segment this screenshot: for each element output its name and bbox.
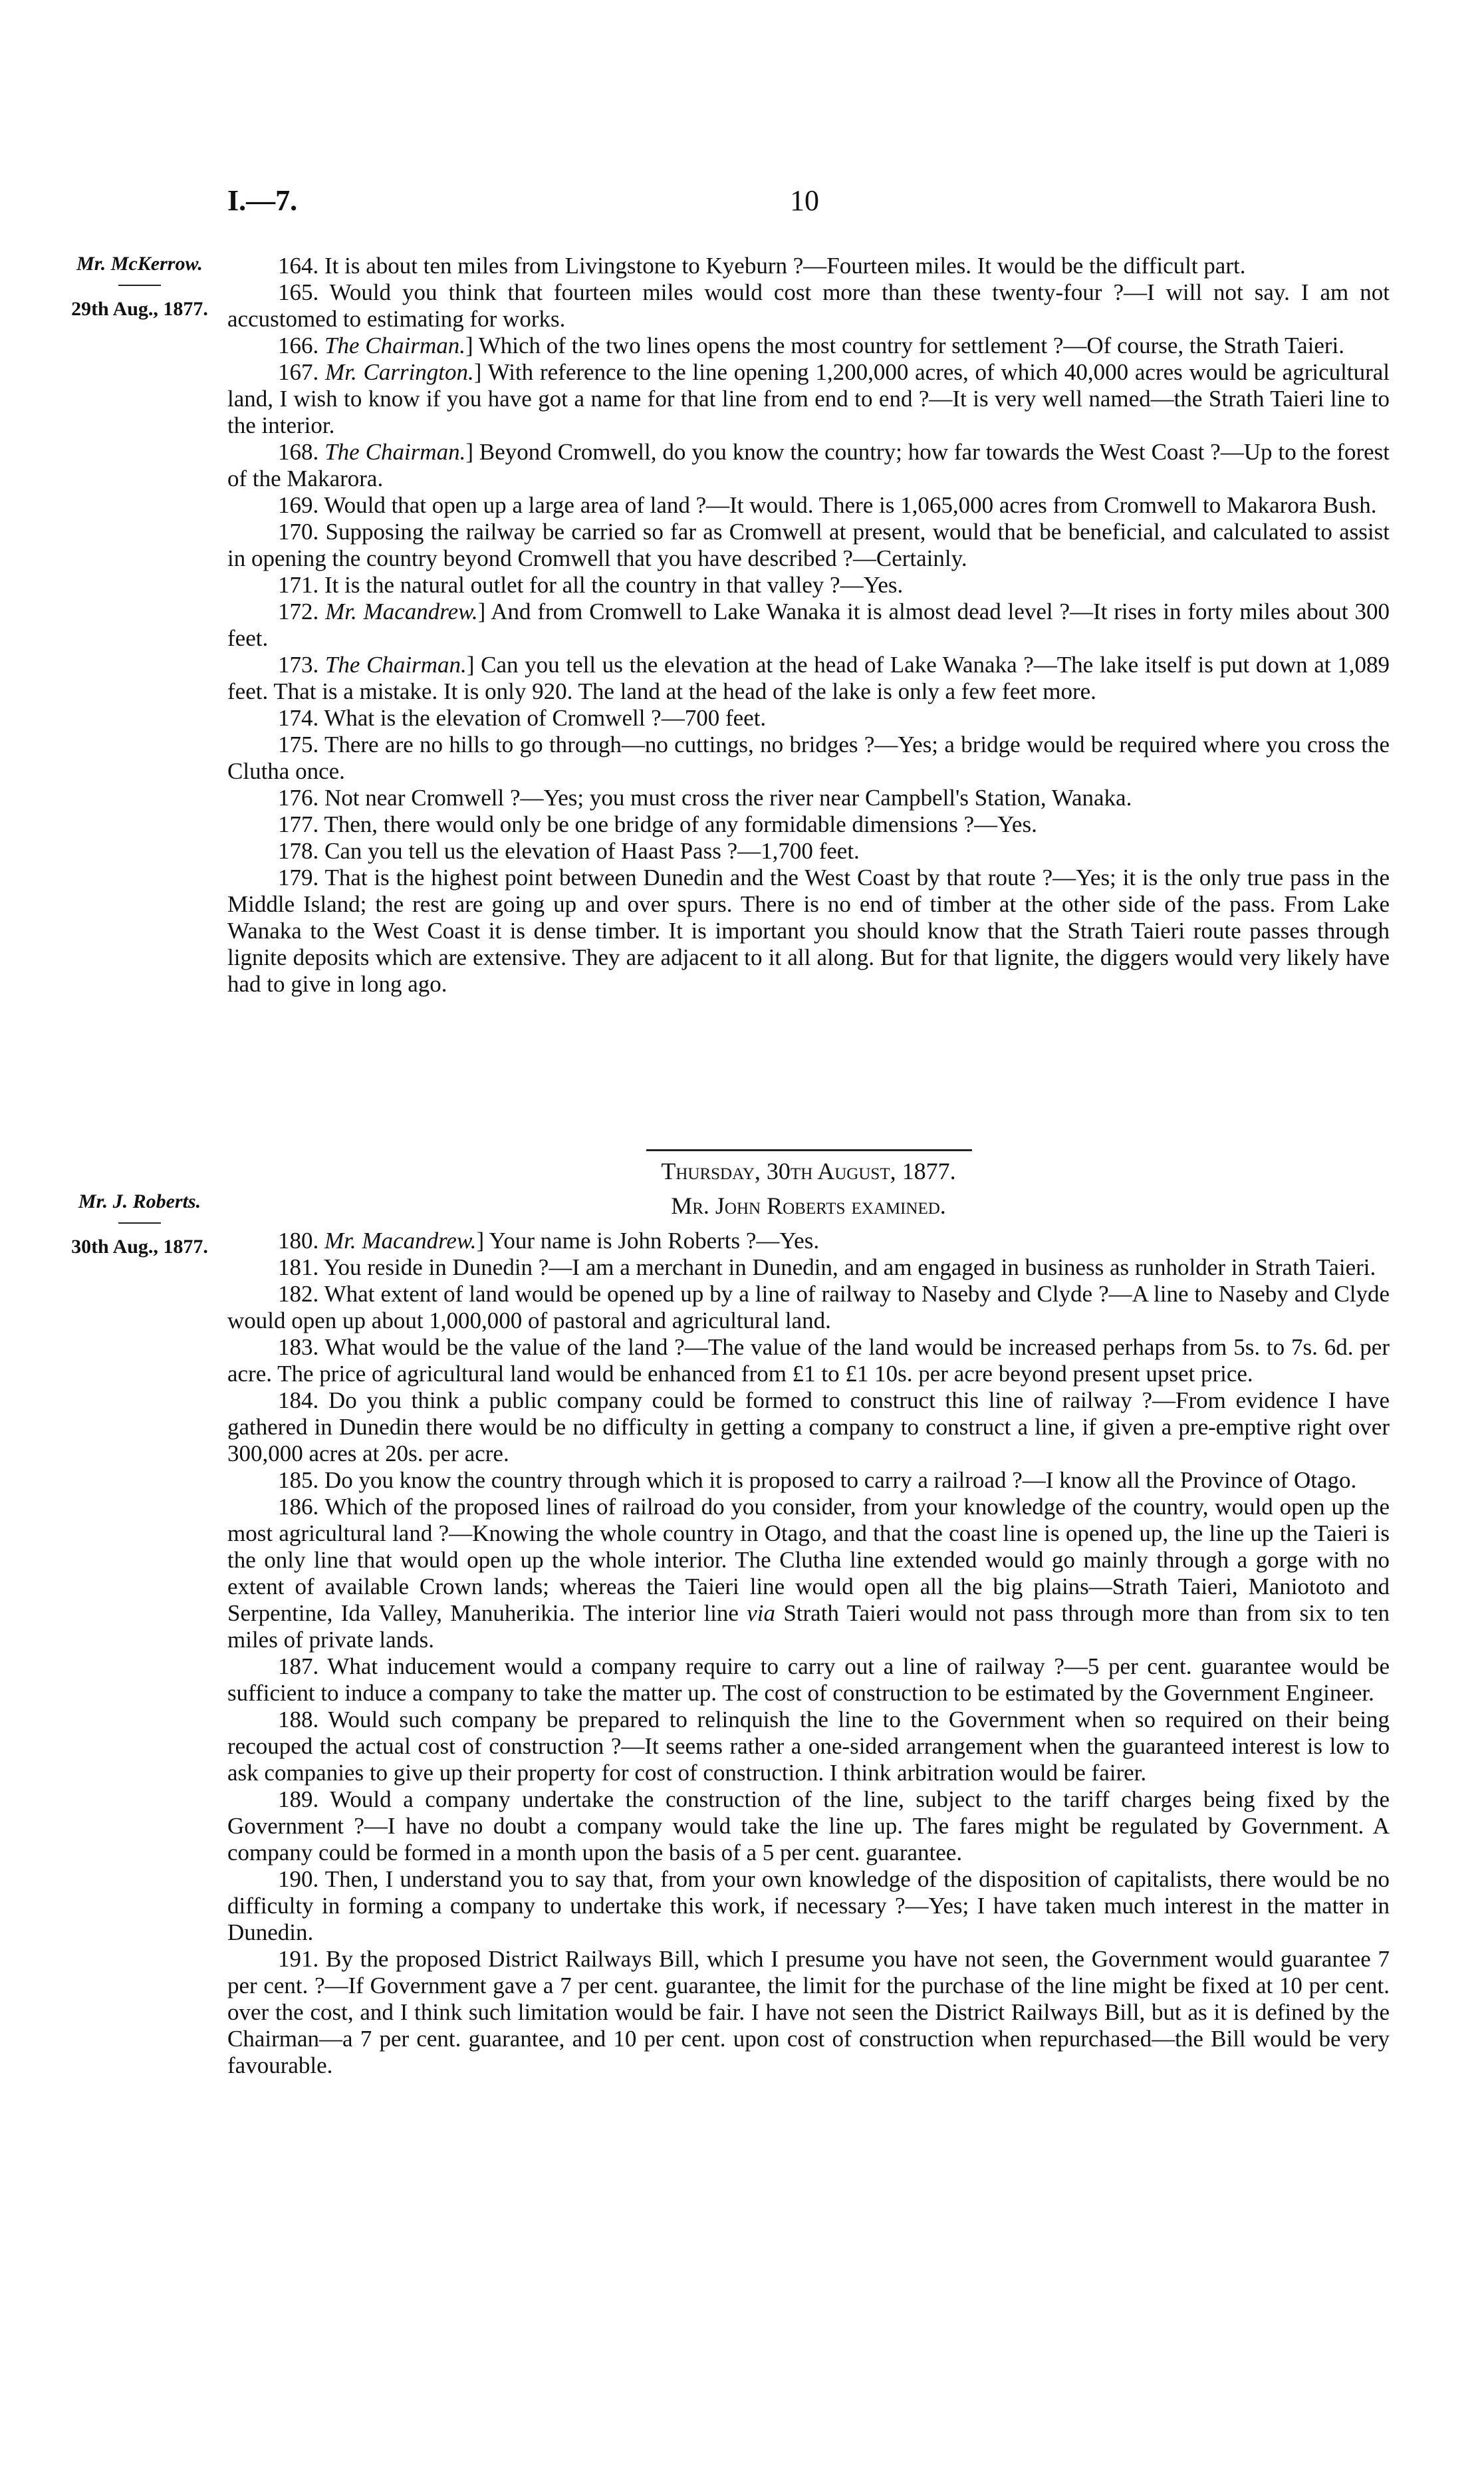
speaker: The Chairman. <box>324 439 466 465</box>
speaker: Mr. Carrington. <box>325 359 474 385</box>
evidence-section-roberts <box>227 1228 1390 2079</box>
question-177: 177. Then, there would only be one bridge of any formidable dimensions ?—Yes. <box>278 811 1037 837</box>
question-191: 191. By the proposed District Railways Bill, which I presume you have not seen, the Government would guarantee 7 per cent. ?—If Government gave a 7 per cent. guarantee, the limit for the purchase of the line might be fixed at 10 per cent. over the cost, and I think such limitation would be fair. I have not seen the District Railways Bill, but as it is defined by the Chairman—a 7 per cent. guarantee, and 10 per cent. upon cost of construction when repurchased—the Bill would be very favourable. <box>227 1946 1390 2078</box>
question-185: 185. Do you know the country through which it is proposed to carry a railroad ?—I know all the Province of Otago. <box>278 1467 1357 1493</box>
question-178: 178. Can you tell us the elevation of Haast Pass ?—1,700 feet. <box>278 838 860 864</box>
margin-note-mckerrow <box>40 253 239 321</box>
question-165: 165. Would you think that fourteen miles would cost more than these twenty-four ?—I will not say. I am not accustomed to estimating for works. <box>227 279 1390 332</box>
margin-witness: Mr. McKerrow. <box>76 253 203 275</box>
question-183: 183. What would be the value of the land ?—The value of the land would be increased perhaps from 5s. to 7s. 6d. per acre. The price of agricultural land would be enhanced from £1 to £1 10s. per acre beyond present upset price. <box>227 1334 1390 1387</box>
question-164: 164. It is about ten miles from Livingstone to Kyeburn ?—Fourteen miles. It would be the difficult part. <box>278 253 1246 279</box>
question-169: 169. Would that open up a large area of land ?—It would. There is 1,065,000 acres from Cromwell to Makarora Bush. <box>278 492 1377 518</box>
question-171: 171. It is the natural outlet for all the country in that valley ?—Yes. <box>278 572 904 598</box>
question-166: 166. The Chairman.] Which of the two lines opens the most country for settlement ?—Of course, the Strath Taieri. <box>278 333 1345 358</box>
question-168: 168. The Chairman.] Beyond Cromwell, do you know the country; how far towards the West Coast ?—Up to the forest of the Makarora. <box>227 439 1390 491</box>
question-170: 170. Supposing the railway be carried so far as Cromwell at present, would that be beneficial, and calculated to assist in opening the country beyond Cromwell that you have described ?—Certainly. <box>227 519 1390 571</box>
margin-note-roberts <box>40 1190 239 1258</box>
question-176: 176. Not near Cromwell ?—Yes; you must cross the river near Campbell's Station, Wanaka. <box>278 785 1132 811</box>
question-188: 188. Would such company be prepared to relinquish the line to the Government when so required on their being recouped the actual cost of construction ?—It seems rather a one-sided arrangement when the guaranteed interest is low to ask companies to give up their property for cost of construction. I think arbitration would be fairer. <box>227 1707 1390 1786</box>
question-179: 179. That is the highest point between Dunedin and the West Coast by that route ?—Yes; it is the only true pass in the Middle Island; the rest are going up and over spurs. There is no end of timber at the other side of the pass. From Lake Wanaka to the West Coast it is dense timber. It is important you should know that the Strath Taieri route passes through lignite deposits which are extensive. They are adjacent to it all along. But for that lignite, the diggers would very likely have had to give in long ago. <box>227 865 1390 997</box>
question-190: 190. Then, I understand you to say that, from your own knowledge of the disposition of capitalists, there would be no difficulty in forming a company to undertake this work, if necessary ?—Yes; I have taken much interest in the matter in Dunedin. <box>227 1866 1390 1945</box>
evidence-section-mckerrow <box>227 253 1390 998</box>
question-184: 184. Do you think a public company could be formed to construct this line of railway ?—From evidence I have gathered in Dunedin there would be no difficulty in getting a company to construct a line, if given a pre-emptive right over 300,000 acres at 20s. per acre. <box>227 1387 1390 1466</box>
question-186: 186. Which of the proposed lines of railroad do you consider, from your knowledge of the country, would open up the most agricultural land ?—Knowing the whole country in Otago, and that the coast line is opened up, the line up the Taieri is the only line that would open up the whole interior. The Clutha line extended would go mainly through a gorge with no extent of available Crown lands; whereas the Taieri line would open all the big plains—Strath Taieri, Maniototo and Serpentine, Ida Valley, Manuherikia. The interior line via Strath Taieri would not pass through more than from six to ten miles of private lands. <box>227 1494 1390 1653</box>
question-167: 167. Mr. Carrington.] With reference to the line opening 1,200,000 acres, of which 40,000 acres would be agricultural land, I wish to know if you have got a name for that line from end to end ?—It is very well named—the Strath Taieri line to the interior. <box>227 359 1390 438</box>
question-175: 175. There are no hills to go through—no cuttings, no bridges ?—Yes; a bridge would be required where you cross the Clutha once. <box>227 732 1390 784</box>
speaker: Mr. Macandrew. <box>325 599 478 624</box>
question-182: 182. What extent of land would be opened up by a line of railway to Naseby and Clyde ?—A line to Naseby and Clyde would open up about 1,000,000 of pastoral and agricultural land. <box>227 1281 1390 1333</box>
question-189: 189. Would a company undertake the construction of the line, subject to the tariff charges being fixed by the Government ?—I have no doubt a company would take the line up. The fares might be regulated by Government. A company could be formed in a month upon the basis of a 5 per cent. guarantee. <box>227 1786 1390 1865</box>
document-reference: I.—7. <box>227 184 298 217</box>
witness-heading: Mr. John Roberts examined. <box>671 1192 946 1219</box>
margin-divider <box>118 285 161 286</box>
margin-divider <box>118 1222 161 1224</box>
speaker: The Chairman. <box>324 333 465 358</box>
date-heading: Thursday, 30th August, 1877. <box>661 1158 956 1184</box>
speaker: The Chairman. <box>324 652 467 678</box>
margin-witness: Mr. J. Roberts. <box>78 1190 201 1212</box>
margin-date: 29th Aug., 1877. <box>71 298 208 320</box>
margin-date: 30th Aug., 1877. <box>71 1236 208 1258</box>
question-187: 187. What inducement would a company require to carry out a line of railway ?—5 per cent. guarantee would be sufficient to induce a company to take the matter up. The cost of construction to be estimated by the Government Engineer. <box>227 1653 1390 1706</box>
question-174: 174. What is the elevation of Cromwell ?—700 feet. <box>278 705 767 731</box>
question-172: 172. Mr. Macandrew.] And from Cromwell to Lake Wanaka it is almost dead level ?—It rises in forty miles about 300 feet. <box>227 599 1390 651</box>
speaker: Mr. Macandrew. <box>324 1228 477 1254</box>
page-header <box>227 184 1390 223</box>
page-number: 10 <box>790 184 819 217</box>
question-181: 181. You reside in Dunedin ?—I am a merchant in Dunedin, and am engaged in business as runholder in Strath Taieri. <box>278 1254 1376 1280</box>
question-180: 180. Mr. Macandrew.] Your name is John Roberts ?—Yes. <box>278 1228 820 1254</box>
section-divider <box>646 1149 972 1151</box>
question-173: 173. The Chairman.] Can you tell us the elevation at the head of Lake Wanaka ?—The lake itself is put down at 1,089 feet. That is a mistake. It is only 920. The land at the head of the lake is only a few feet more. <box>227 652 1390 704</box>
